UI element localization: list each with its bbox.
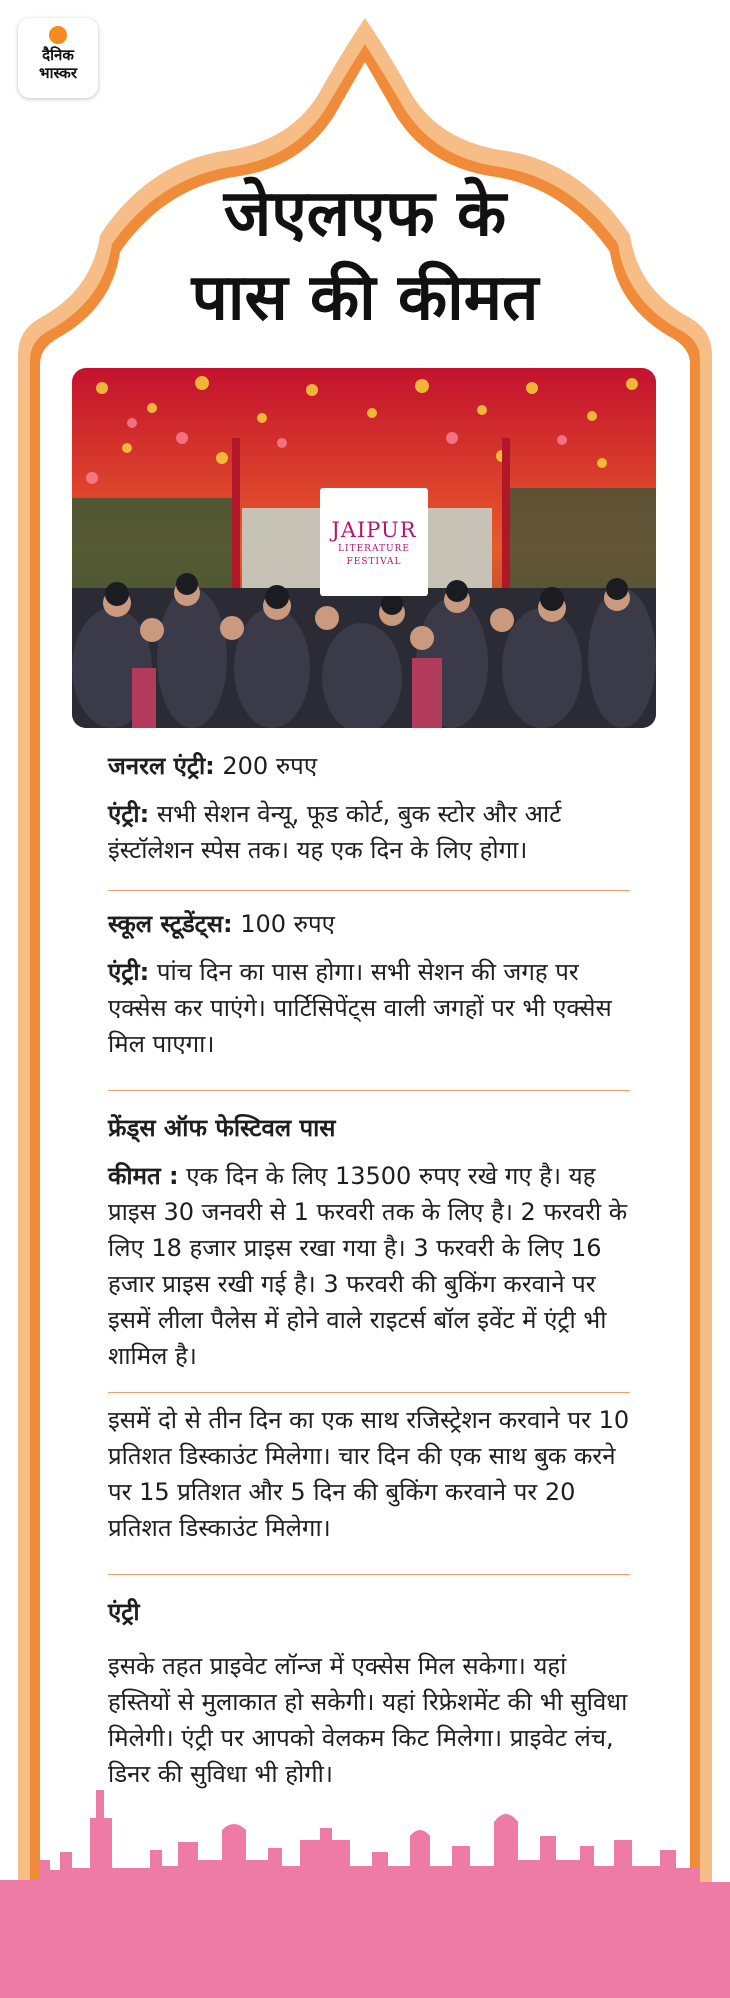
divider-4 <box>108 1574 630 1575</box>
entry-text: इसके तहत प्राइवेट लॉन्ज में एक्सेस मिल सकेगा। यहां हस्तियों से मुलाकात हो सकेगी। यहां रिफ्रेशमेंट की भी सुविधा मिलेगी। एंट्री पर आपको वेलकम किट मिलेगा। प्राइवेट लंच, डिनर की सुविधा भी होगी। <box>108 1652 628 1788</box>
divider-1 <box>108 890 630 891</box>
festival-photo <box>72 368 656 728</box>
festival-logo-line-2: FESTIVAL <box>346 557 402 567</box>
title-line-2: पास की कीमत <box>191 261 539 335</box>
school-entry-text: पांच दिन का पास होगा। सभी सेशन की जगह पर एक्सेस कर पाएंगे। पार्टिसिपेंट्स वाली जगहों पर भी एक्सेस मिल पाएगा। <box>108 958 612 1058</box>
friends-price <box>108 1158 630 1374</box>
festival-logo-word: JAIPUR <box>331 518 417 542</box>
general-price <box>108 748 630 784</box>
title-line-1: जेएलएफ के <box>223 177 507 251</box>
general-label: जनरल एंट्री: <box>108 752 215 780</box>
general-entry <box>108 796 630 868</box>
school-value: 100 रुपए <box>232 910 335 938</box>
school-entry-label: एंट्री: <box>108 958 150 986</box>
general-entry-text: सभी सेशन वेन्यू, फूड कोर्ट, बुक स्टोर और आर्ट इंस्टॉलेशन स्पेस तक। यह एक दिन के लिए होगा। <box>108 800 562 864</box>
school-price <box>108 906 630 942</box>
school-label: स्कूल स्टूडेंट्स: <box>108 910 233 938</box>
friends-of-festival-section <box>108 1110 630 1374</box>
friends-heading-text: फ्रेंड्स ऑफ फेस्टिवल पास <box>108 1114 336 1142</box>
discount-section <box>108 1402 630 1546</box>
sun-dot-icon <box>49 26 67 44</box>
logo-line-2: भास्कर <box>39 64 77 82</box>
friends-price-label: कीमत : <box>108 1162 179 1190</box>
entry-section <box>108 1594 630 1792</box>
divider-3 <box>108 1392 630 1393</box>
school-students-section <box>108 906 630 1062</box>
jaipur-literature-festival-logo <box>320 488 428 596</box>
festival-logo-line-1: LITERATURE <box>338 544 410 554</box>
friends-heading <box>108 1110 630 1146</box>
general-entry-section <box>108 748 630 868</box>
friends-price-text: एक दिन के लिए 13500 रुपए रखे गए है। यह प्राइस 30 जनवरी से 1 फरवरी तक के लिए है। 2 फरवरी के लिए 18 हजार प्राइस रखा गया है। 3 फरवरी के लिए 16 हजार प्राइस रखी गई है। 3 फरवरी की बुकिंग करवाने पर इसमें लीला पैलेस में होने वाले राइटर्स बॉल इवेंट में एंट्री भी शामिल है। <box>108 1162 628 1370</box>
school-entry <box>108 954 630 1062</box>
entry-heading-text: एंट्री <box>108 1598 140 1626</box>
divider-2 <box>108 1090 630 1091</box>
general-entry-label: एंट्री: <box>108 800 150 828</box>
discount-text: इसमें दो से तीन दिन का एक साथ रजिस्ट्रेशन करवाने पर 10 प्रतिशत डिस्काउंट मिलेगा। चार दिन की एक साथ बुक करने पर 15 प्रतिशत और 5 दिन की बुकिंग करवाने पर 20 प्रतिशत डिस्काउंट मिलेगा। <box>108 1406 630 1542</box>
general-value: 200 रुपए <box>214 752 318 780</box>
entry-heading <box>108 1594 630 1630</box>
dainik-bhaskar-logo <box>18 18 98 98</box>
page-title <box>60 172 670 340</box>
logo-line-1: दैनिक <box>42 46 74 64</box>
